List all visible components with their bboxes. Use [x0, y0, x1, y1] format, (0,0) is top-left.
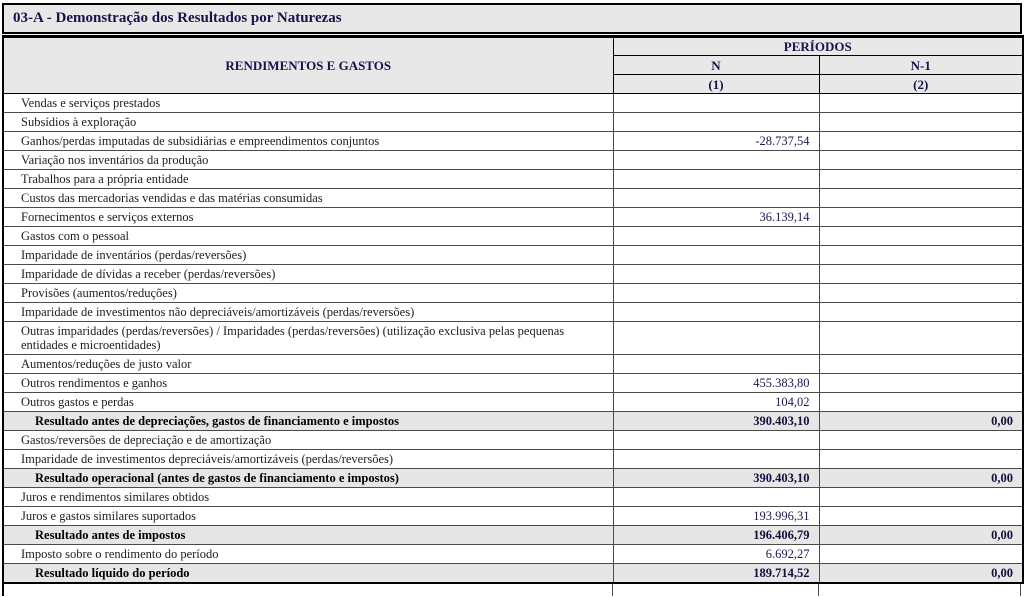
row-value-n: 36.139,14: [613, 208, 819, 227]
row-label: Imparidade de dívidas a receber (perdas/reversões): [3, 265, 613, 284]
row-value-n: [613, 284, 819, 303]
row-value-n: 390.403,10: [613, 412, 819, 431]
income-statement-table: [2, 35, 1024, 584]
row-value-n1: [819, 265, 1023, 284]
table-row: [3, 113, 1023, 132]
row-value-n: [613, 170, 819, 189]
table-row: [3, 469, 1023, 488]
row-label: Ganhos/perdas imputadas de subsidiárias e empreendimentos conjuntos: [3, 132, 613, 151]
row-label: Outros rendimentos e ganhos: [3, 374, 613, 393]
table-row: [3, 265, 1023, 284]
table-body: [3, 94, 1023, 584]
row-value-n1: [819, 94, 1023, 113]
row-value-n1: [819, 227, 1023, 246]
row-value-n: [613, 450, 819, 469]
table-row: [3, 488, 1023, 507]
table-row: [3, 526, 1023, 545]
table-row: [3, 393, 1023, 412]
table-row: [3, 284, 1023, 303]
row-value-n1: [819, 545, 1023, 564]
row-label: Aumentos/reduções de justo valor: [3, 355, 613, 374]
row-label: Gastos/reversões de depreciação e de amortização: [3, 431, 613, 450]
table-row: [3, 507, 1023, 526]
row-value-n1: [819, 284, 1023, 303]
border-line: [818, 584, 819, 596]
column-header-period-n1: N-1: [819, 56, 1023, 75]
row-value-n1: [819, 431, 1023, 450]
row-label: Custos das mercadorias vendidas e das matérias consumidas: [3, 189, 613, 208]
row-value-n1: [819, 151, 1023, 170]
row-label: Imparidade de investimentos depreciáveis/amortizáveis (perdas/reversões): [3, 450, 613, 469]
row-label: Imparidade de investimentos não depreciáveis/amortizáveis (perdas/reversões): [3, 303, 613, 322]
row-value-n: 455.383,80: [613, 374, 819, 393]
row-value-n1: 0,00: [819, 469, 1023, 488]
row-value-n1: [819, 355, 1023, 374]
row-value-n: [613, 94, 819, 113]
table-continuation-lines: [2, 584, 1022, 596]
row-value-n: [613, 151, 819, 170]
column-header-period-n: N: [613, 56, 819, 75]
row-value-n1: [819, 208, 1023, 227]
table-header: [3, 37, 1023, 94]
row-value-n1: 0,00: [819, 526, 1023, 545]
row-value-n: 6.692,27: [613, 545, 819, 564]
row-value-n1: [819, 488, 1023, 507]
column-number-1: (1): [613, 75, 819, 94]
row-value-n: [613, 488, 819, 507]
table-row: [3, 189, 1023, 208]
row-label: Provisões (aumentos/reduções): [3, 284, 613, 303]
row-value-n1: [819, 450, 1023, 469]
row-value-n1: [819, 170, 1023, 189]
row-value-n: 390.403,10: [613, 469, 819, 488]
row-value-n1: [819, 246, 1023, 265]
table-row: [3, 208, 1023, 227]
column-header-periodos: PERÍODOS: [613, 37, 1023, 56]
row-label: Trabalhos para a própria entidade: [3, 170, 613, 189]
row-value-n1: [819, 393, 1023, 412]
column-number-2: (2): [819, 75, 1023, 94]
table-row: [3, 355, 1023, 374]
row-value-n: 193.996,31: [613, 507, 819, 526]
table-row: [3, 374, 1023, 393]
row-value-n1: [819, 507, 1023, 526]
row-value-n1: [819, 374, 1023, 393]
row-value-n: [613, 355, 819, 374]
form-title: 03-A - Demonstração dos Resultados por Naturezas: [2, 3, 1022, 34]
row-value-n1: 0,00: [819, 564, 1023, 584]
table-row: [3, 151, 1023, 170]
column-header-rendimentos-e-gastos: RENDIMENTOS E GASTOS: [3, 37, 613, 94]
table-row: [3, 450, 1023, 469]
row-label: Gastos com o pessoal: [3, 227, 613, 246]
table-row: [3, 303, 1023, 322]
border-line: [612, 584, 613, 596]
border-line: [2, 584, 4, 596]
row-value-n: [613, 431, 819, 450]
row-label: Outros gastos e perdas: [3, 393, 613, 412]
row-label: Variação nos inventários da produção: [3, 151, 613, 170]
table-row: [3, 246, 1023, 265]
row-label: Subsídios à exploração: [3, 113, 613, 132]
table-row: [3, 431, 1023, 450]
row-value-n: [613, 322, 819, 355]
row-label: Resultado antes de impostos: [3, 526, 613, 545]
row-value-n: [613, 246, 819, 265]
table-row: [3, 227, 1023, 246]
table-row: [3, 545, 1023, 564]
row-label: Imposto sobre o rendimento do período: [3, 545, 613, 564]
row-value-n1: [819, 189, 1023, 208]
row-value-n: 196.406,79: [613, 526, 819, 545]
table-row: [3, 412, 1023, 431]
table-row: [3, 132, 1023, 151]
row-value-n: [613, 265, 819, 284]
table-row: [3, 322, 1023, 355]
row-value-n1: [819, 132, 1023, 151]
row-value-n1: [819, 322, 1023, 355]
row-label: Resultado antes de depreciações, gastos de financiamento e impostos: [3, 412, 613, 431]
row-value-n: [613, 303, 819, 322]
row-value-n: 104,02: [613, 393, 819, 412]
row-value-n: [613, 227, 819, 246]
row-value-n: -28.737,54: [613, 132, 819, 151]
row-label: Juros e gastos similares suportados: [3, 507, 613, 526]
row-label: Resultado líquido do período: [3, 564, 613, 584]
row-value-n: 189.714,52: [613, 564, 819, 584]
row-value-n: [613, 113, 819, 132]
border-line: [1020, 584, 1021, 596]
table-row: [3, 564, 1023, 584]
row-label: Outras imparidades (perdas/reversões) / Imparidades (perdas/reversões) (utilização exclusiva pelas pequenas entidades e microentidades): [3, 322, 613, 355]
row-label: Juros e rendimentos similares obtidos: [3, 488, 613, 507]
row-value-n1: [819, 303, 1023, 322]
row-value-n: [613, 189, 819, 208]
row-label: Fornecimentos e serviços externos: [3, 208, 613, 227]
row-label: Imparidade de inventários (perdas/reversões): [3, 246, 613, 265]
row-label: Resultado operacional (antes de gastos de financiamento e impostos): [3, 469, 613, 488]
row-label: Vendas e serviços prestados: [3, 94, 613, 113]
table-row: [3, 94, 1023, 113]
row-value-n1: 0,00: [819, 412, 1023, 431]
table-row: [3, 170, 1023, 189]
row-value-n1: [819, 113, 1023, 132]
